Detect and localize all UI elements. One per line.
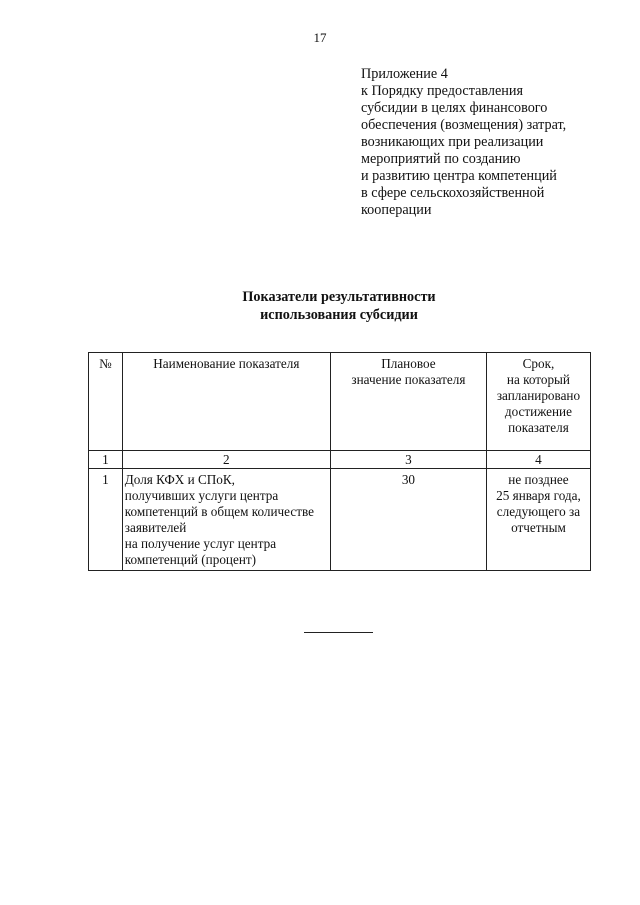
appendix-line: и развитию центра компетенций (361, 168, 557, 184)
table-row (89, 469, 591, 571)
appendix-line: к Порядку предоставления (361, 83, 523, 99)
footer-divider (304, 632, 373, 633)
indicator-name-line: на получение услуг центра (124, 536, 277, 551)
indicator-name-line: компетенций (процент) (124, 552, 257, 567)
page-number: 17 (313, 30, 327, 45)
indicator-name-line: заявителей (124, 520, 187, 535)
header-text: достижение (504, 404, 572, 419)
header-deadline (486, 353, 590, 451)
indicators-table (88, 352, 591, 571)
appendix-note (361, 66, 621, 219)
header-text: Срок, (522, 356, 555, 371)
deadline-line: 25 января года, (496, 488, 581, 503)
planned-value: 30 (330, 469, 486, 571)
document-title (0, 288, 640, 324)
indicator-name-line: получивших услуги центра (124, 488, 279, 503)
indicator-name-line: Доля КФХ и СПоК, (124, 472, 235, 487)
title-line: Показатели результативности (242, 289, 436, 305)
appendix-line: субсидии в целях финансового (361, 100, 548, 116)
header-text: Наименование показателя (153, 356, 300, 371)
header-text: № (99, 356, 112, 371)
indicator-name-line: компетенций в общем количестве (124, 504, 314, 519)
appendix-line: возникающих при реализации (361, 134, 544, 150)
header-number (89, 353, 123, 451)
header-text: показателя (508, 420, 569, 435)
column-number: 1 (89, 451, 123, 469)
deadline-line: не позднее (508, 472, 569, 487)
column-number: 3 (330, 451, 486, 469)
header-text: на который (506, 372, 570, 387)
row-number: 1 (89, 469, 123, 571)
appendix-line: кооперации (361, 202, 432, 218)
deadline-line: следующего за (496, 504, 581, 519)
header-text: значение показателя (351, 372, 466, 387)
appendix-line: обеспечения (возмещения) затрат, (361, 117, 567, 133)
appendix-line: мероприятий по созданию (361, 151, 521, 167)
deadline (486, 469, 590, 571)
indicator-name (122, 469, 330, 571)
title-line: использования субсидии (260, 307, 418, 323)
header-planned-value (330, 353, 486, 451)
header-text: Плановое (381, 356, 436, 371)
table-header-row (89, 353, 591, 451)
column-number: 2 (122, 451, 330, 469)
header-text: запланировано (496, 388, 581, 403)
appendix-line: в сфере сельскохозяйственной (361, 185, 545, 201)
deadline-line: отчетным (511, 520, 566, 535)
appendix-line: Приложение 4 (361, 66, 448, 82)
header-indicator-name (122, 353, 330, 451)
column-numbers-row (89, 451, 591, 469)
column-number: 4 (486, 451, 590, 469)
